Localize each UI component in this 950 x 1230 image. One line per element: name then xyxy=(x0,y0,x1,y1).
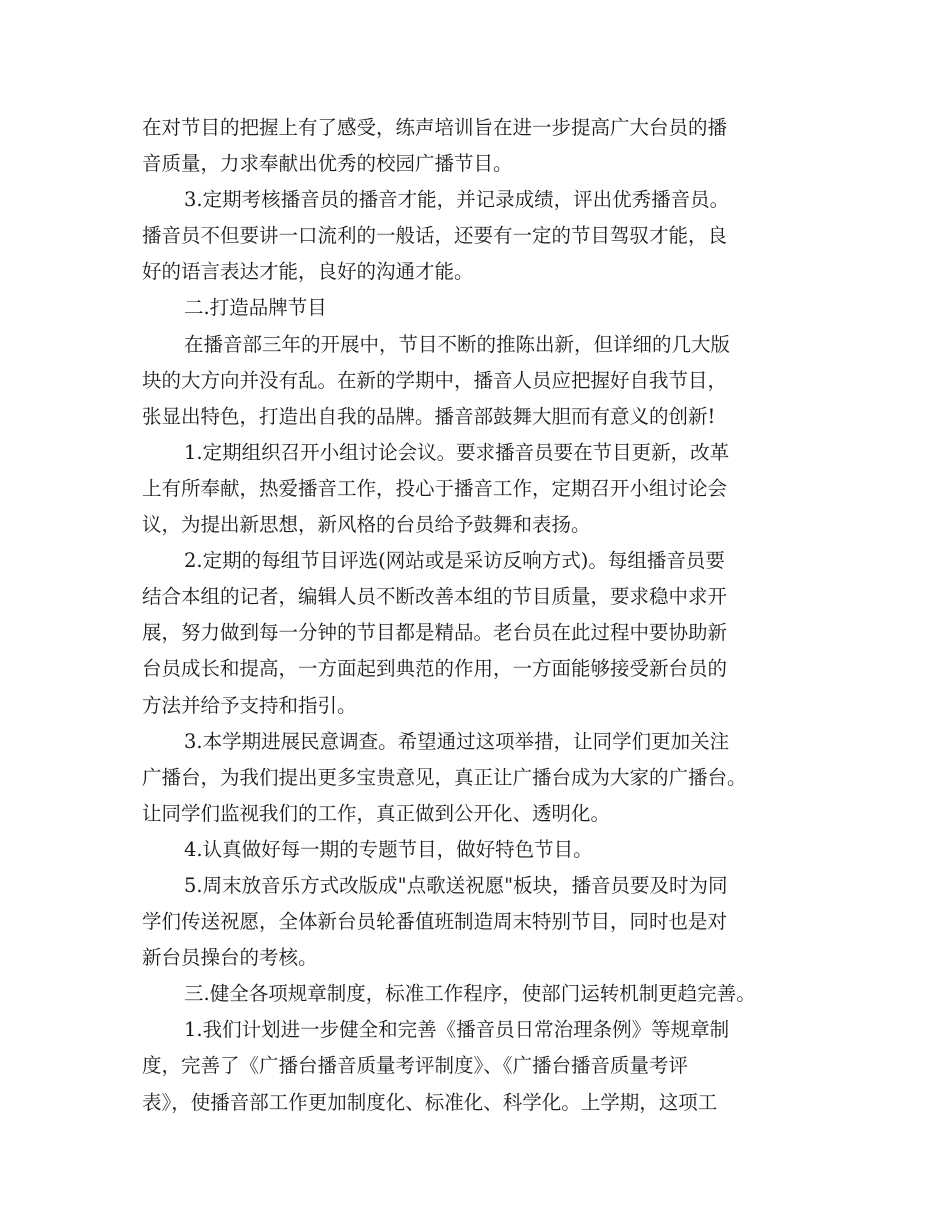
text-line: 1.定期组织召开小组讨论会议。要求播音员要在节目更新，改革 xyxy=(184,440,730,464)
text-line: 好的语言表达才能，良好的沟通才能。 xyxy=(142,260,474,284)
text-line: 表》，使播音部工作更加制度化、标准化、科学化。上学期，这项工 xyxy=(142,1090,718,1114)
document-body xyxy=(142,110,832,1121)
text-line: 学们传送祝愿，全体新台员轮番值班制造周末特别节目，同时也是对 xyxy=(142,910,728,934)
paragraph xyxy=(142,868,832,976)
paragraph xyxy=(142,543,832,723)
paragraph xyxy=(142,1012,832,1120)
text-line: 在对节目的把握上有了感受，练声培训旨在进一步提高广大台员的播 xyxy=(142,116,728,139)
paragraph xyxy=(142,976,832,1012)
text-line: 3.本学期进展民意调查。希望通过这项举措，让同学们更加关注 xyxy=(184,729,730,753)
text-line: 块的大方向并没有乱。在新的学期中，播音人员应把握好自我节目， xyxy=(142,368,728,392)
text-line: 三.健全各项规章制度，标准工作程序，使部门运转机制更趋完善。 xyxy=(184,982,756,1006)
text-line: 上有所奉献，热爱播音工作，投心于播音工作，定期召开小组讨论会 xyxy=(142,476,728,500)
text-line: 让同学们监视我们的工作，真正做到公开化、透明化。 xyxy=(142,801,611,825)
text-line: 音质量，力求奉献出优秀的校园广播节目。 xyxy=(142,152,513,176)
text-line: 在播音部三年的开展中，节目不断的推陈出新，但详细的几大版 xyxy=(184,332,731,356)
text-line: 结合本组的记者，编辑人员不断改善本组的节目质量，要求稳中求开 xyxy=(142,585,728,609)
text-line: 张显出特色，打造出自我的品牌。播音部鼓舞大胆而有意义的创新! xyxy=(142,404,716,428)
text-line: 台员成长和提高，一方面起到典范的作用，一方面能够接受新台员的 xyxy=(142,657,728,681)
text-line: 新台员操台的考核。 xyxy=(142,946,318,970)
paragraph xyxy=(142,832,832,868)
text-line: 3.定期考核播音员的播音才能，并记录成绩，评出优秀播音员。 xyxy=(184,188,730,212)
paragraph xyxy=(142,290,832,326)
paragraph xyxy=(142,110,832,182)
paragraph xyxy=(142,182,832,290)
paragraph xyxy=(142,435,832,543)
text-line: 播音员不但要讲一口流利的一般话，还要有一定的节目驾驭才能，良 xyxy=(142,224,728,248)
text-line: 4.认真做好每一期的专题节目，做好特色节目。 xyxy=(184,837,593,861)
text-line: 展，努力做到每一分钟的节目都是精品。老台员在此过程中要协助新 xyxy=(142,621,728,645)
text-line: 二.打造品牌节目 xyxy=(184,296,327,320)
text-line: 广播台，为我们提出更多宝贵意见，真正让广播台成为大家的广播台。 xyxy=(142,765,747,789)
text-line: 2.定期的每组节目评选(网站或是采访反响方式)。每组播音员要 xyxy=(184,549,725,573)
paragraph xyxy=(142,327,832,435)
paragraph xyxy=(142,724,832,832)
text-line: 议，为提出新思想，新风格的台员给予鼓舞和表扬。 xyxy=(142,513,591,537)
text-line: 1.我们计划进一步健全和完善《播音员日常治理条例》等规章制 xyxy=(184,1018,730,1042)
text-line: 5.周末放音乐方式改版成"点歌送祝愿"板块，播音员要及时为同 xyxy=(184,873,728,897)
text-line: 度，完善了《广播台播音质量考评制度》、《广播台播音质量考评 xyxy=(142,1054,689,1078)
text-line: 方法并给予支持和指引。 xyxy=(142,693,357,717)
